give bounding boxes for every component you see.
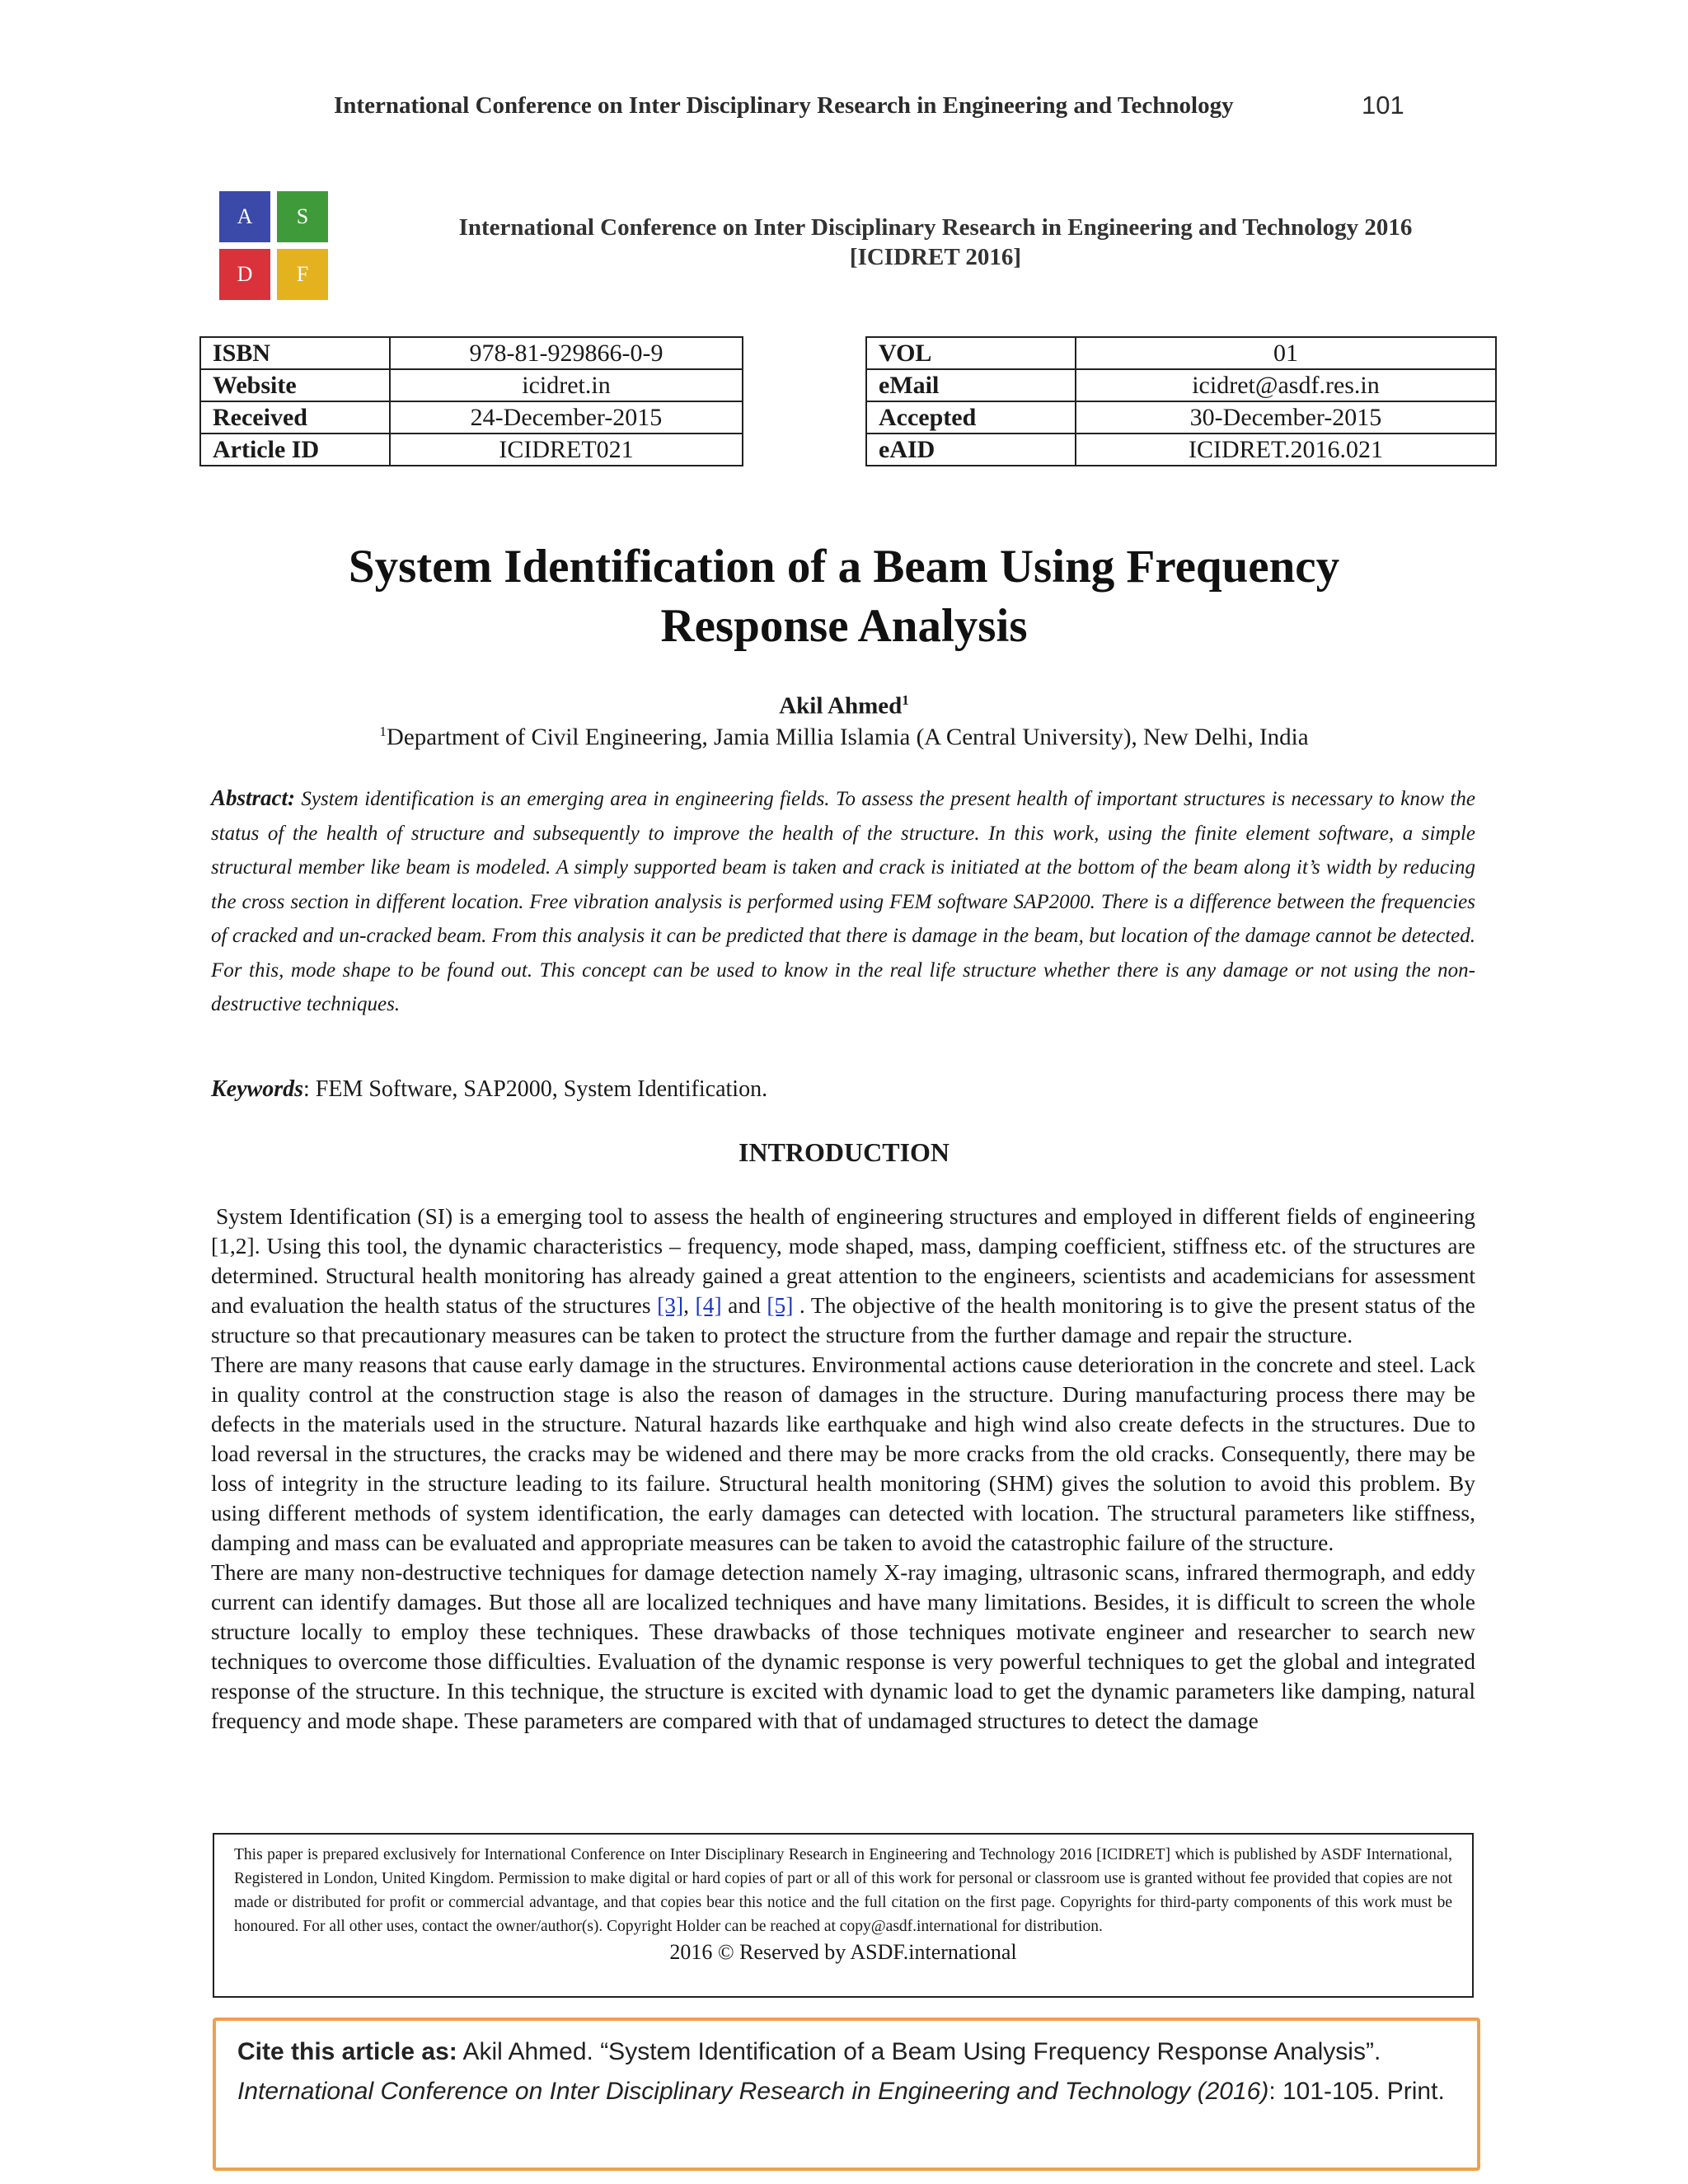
meta-key: Accepted xyxy=(866,401,1076,434)
section-heading-introduction: INTRODUCTION xyxy=(738,1137,950,1167)
citation-box xyxy=(213,2018,1480,2171)
conference-abbrev: [ICIDRET 2016] xyxy=(849,244,1022,270)
meta-value: 30-December-2015 xyxy=(1076,401,1496,434)
meta-value: ICIDRET021 xyxy=(390,434,743,466)
meta-value: 01 xyxy=(1076,337,1496,369)
logo-tile-d: D xyxy=(219,249,270,300)
reference-link-3[interactable]: [3] xyxy=(657,1292,684,1318)
citation-label: Cite this article as: xyxy=(237,2038,457,2065)
reference-link-4[interactable]: [4] xyxy=(695,1292,722,1318)
meta-row xyxy=(866,369,1496,401)
author-name xyxy=(0,692,1688,720)
paragraph-text: . The objective of the health monitoring is to give the present status of the structure so that precautionary measures can be taken to protect the structure from the further damage and repair the structure. xyxy=(211,1292,1475,1347)
meta-value: icidret.in xyxy=(390,369,743,401)
keywords-label: Keywords xyxy=(211,1076,303,1102)
copyright-reserved: 2016 © Reserved by ASDF.international xyxy=(669,1940,1017,1964)
paper-title-line: Response Analysis xyxy=(660,600,1028,652)
copyright-notice: This paper is prepared exclusively for International Conference on Inter Disciplinary Research in Engineering and Technology 2016 [ICIDRET] which is published by ASDF International, Registered in London, United Kingdom. Permission to make digital or hard copies of part or all of this work for personal or classroom use is granted without fee provided that copies are not made or distributed for profit or commercial advantage, and that copies bear this notice and the full citation on the first page. Copyrights for third-party components of this work must be honoured. For all other uses, contact the owner/author(s). Copyright Holder can be reached at copy@asdf.international for distribution. xyxy=(234,1846,1452,1935)
author-superscript: 1 xyxy=(902,692,909,708)
citation-venue: International Conference on Inter Disciplinary Research in Engineering and Technology (2016) xyxy=(237,2078,1269,2105)
meta-key: Article ID xyxy=(200,434,390,466)
paper-title-line: System Identification of a Beam Using Frequency xyxy=(348,541,1340,593)
meta-key: eAID xyxy=(866,434,1076,466)
meta-row xyxy=(866,434,1496,466)
paragraph: There are many non-destructive techniques for damage detection namely X-ray imaging, ultrasonic scans, infrared thermograph, and eddy current can identify damages. But those all are localized techniques and have many limitations. Besides, it is difficult to screen the whole structure locally to employ these techniques. These drawbacks of those techniques motivate engineer and researcher to search new techniques to overcome those difficulties. Evaluation of the dynamic response is very powerful techniques to get the global and integrated response of the structure. In this technique, the structure is excited with dynamic load to get the dynamic parameters like damping, natural frequency and mode shape. These parameters are compared with that of undamaged structures to detect the damage xyxy=(211,1559,1475,1733)
citation-pages: : 101-105. Print. xyxy=(1268,2078,1445,2105)
author-text: Akil Ahmed xyxy=(779,692,903,719)
copyright-box xyxy=(213,1833,1474,1998)
affiliation xyxy=(0,724,1688,752)
meta-row xyxy=(200,401,743,434)
meta-row xyxy=(200,337,743,369)
paragraph: There are many reasons that cause early damage in the structures. Environmental actions cause deterioration in the concrete and steel. Lack in quality control at the construction stage is also the reason of damages in the structure. During manufacturing process there may be defects in the materials used in the structure. Natural hazards like earthquake and high wind also create defects in the structures. Due to load reversal in the structures, the cracks may be widened and there may be more cracks from the old cracks. Consequently, there may be loss of integrity in the structure leading to its failure. Structural health monitoring (SHM) gives the solution to avoid this problem. By using different methods of system identification, the early damages can detected with location. The structural parameters like stiffness, damping and mass can be evaluated and appropriate measures can be taken to avoid the catastrophic failure of the structure. xyxy=(211,1352,1475,1555)
introduction-body xyxy=(211,1202,1475,1736)
meta-key: ISBN xyxy=(200,337,390,369)
page-number: 101 xyxy=(1362,91,1404,120)
paragraph-text: System Identification (SI) is a emerging tool to assess the health of engineering structures and employed in different fields of engineering [1,2]. Using this tool, the dynamic characteristics – frequency, mode shaped, mass, damping coefficient, stiffness etc. of the structures are determined. Structural health monitoring has already gained a great attention to the engineers, scientists and academicians for assessment and evaluation the health status of the structures xyxy=(211,1203,1475,1318)
paragraph xyxy=(211,1202,1475,1350)
running-header-title: International Conference on Inter Disciplinary Research in Engineering and Technology xyxy=(334,92,1234,119)
reference-link-5[interactable]: [5] xyxy=(767,1292,794,1318)
meta-value: ICIDRET.2016.021 xyxy=(1076,434,1496,466)
meta-row xyxy=(200,369,743,401)
meta-value: icidret@asdf.res.in xyxy=(1076,369,1496,401)
affiliation-superscript: 1 xyxy=(379,724,387,739)
keywords xyxy=(211,1076,1475,1103)
meta-row xyxy=(866,401,1496,434)
logo-tile-a: A xyxy=(219,191,270,242)
abstract xyxy=(211,781,1475,1022)
meta-value: 24-December-2015 xyxy=(390,401,743,434)
affiliation-text: Department of Civil Engineering, Jamia Millia Islamia (A Central University), New Delhi, India xyxy=(386,724,1309,751)
meta-value: 978-81-929866-0-9 xyxy=(390,337,743,369)
ref-separator: and xyxy=(721,1292,767,1318)
meta-key: Received xyxy=(200,401,390,434)
abstract-text: System identification is an emerging area in engineering fields. To assess the present health of important structures is necessary to know the status of the health of structure and subsequently to improve the health of the structure. In this work, using the finite element software, a simple structural member like beam is modeled. A simply supported beam is taken and crack is initiated at the bottom of the beam along it’s width by reducing the cross section in different location. Free vibration analysis is performed using FEM software SAP2000. There is a difference between the frequencies of cracked and un-cracked beam. From this analysis it can be predicted that there is damage in the beam, but location of the damage cannot be detected. For this, mode shape to be found out. This concept can be used to know in the real life structure whether there is any damage or not using the non-destructive techniques. xyxy=(211,788,1476,1015)
meta-key: VOL xyxy=(866,337,1076,369)
meta-row xyxy=(200,434,743,466)
citation-text: Akil Ahmed. “System Identification of a Beam Using Frequency Response Analysis”. xyxy=(457,2038,1381,2065)
conference-name: International Conference on Inter Disciplinary Research in Engineering and Technology 2016 xyxy=(458,214,1413,241)
meta-key: Website xyxy=(200,369,390,401)
meta-table-right xyxy=(865,336,1497,466)
logo-tile-f: F xyxy=(277,249,328,300)
ref-separator: , xyxy=(683,1292,696,1318)
paper-title xyxy=(247,537,1441,656)
abstract-label: Abstract: xyxy=(211,785,296,810)
keywords-text: : FEM Software, SAP2000, System Identification. xyxy=(303,1076,768,1102)
logo-tile-s: S xyxy=(277,191,328,242)
meta-key: eMail xyxy=(866,369,1076,401)
conference-title xyxy=(387,213,1484,272)
asdf-logo xyxy=(219,191,330,302)
meta-row xyxy=(866,337,1496,369)
meta-table-left xyxy=(199,336,743,466)
